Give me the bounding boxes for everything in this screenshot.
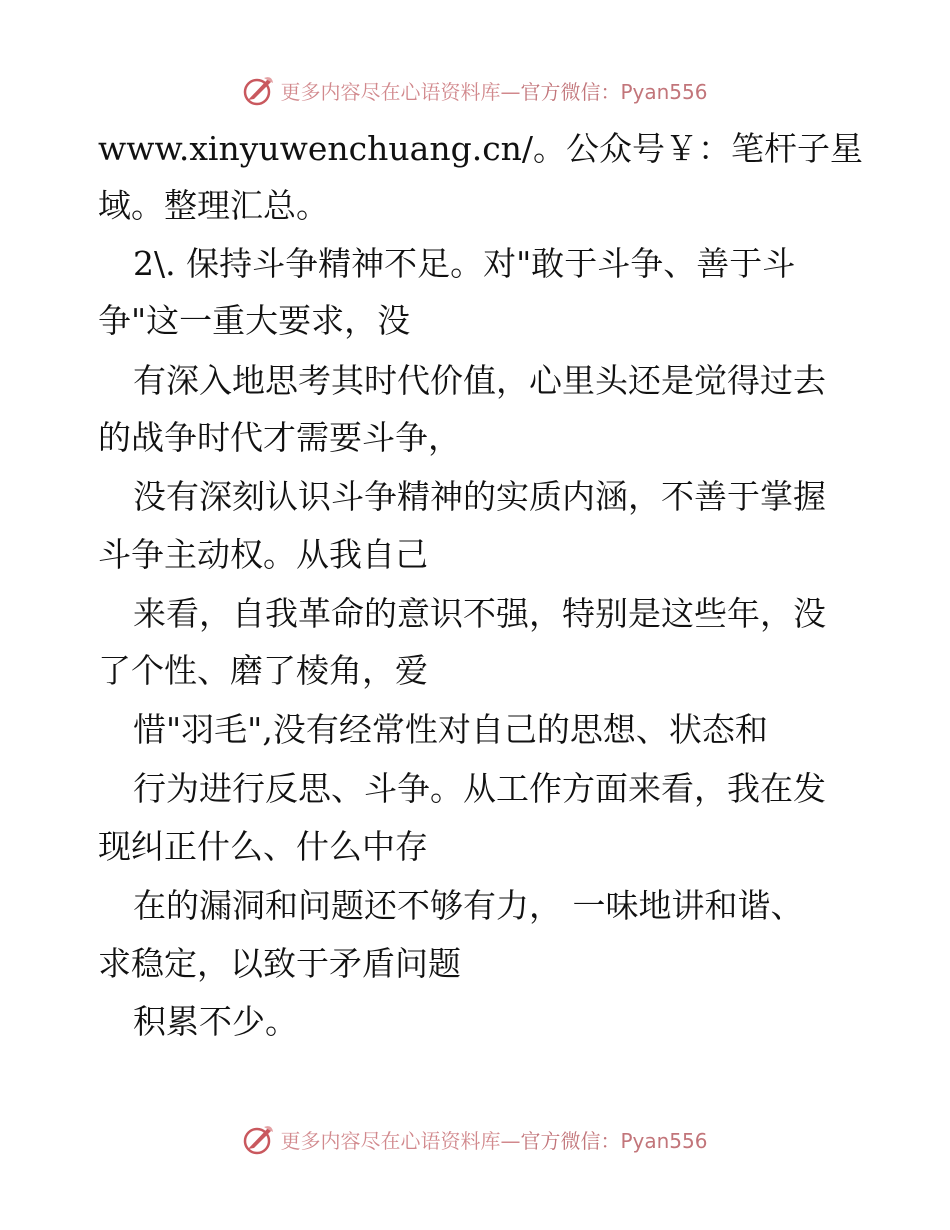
watermark-dash: —: [500, 79, 521, 104]
text-line: 行为进行反思、斗争。从工作方面来看，我在发: [133, 769, 826, 808]
watermark-contact-text: 官方微信：Pyan556: [520, 79, 708, 104]
text-line: 求稳定，以致于矛盾问题: [98, 944, 461, 983]
text-line: 斗争主动权。从我自己: [98, 535, 428, 574]
feather-pen-circle-icon: [242, 1122, 276, 1156]
watermark-main-text: 更多内容尽在心语资料库: [280, 1128, 501, 1153]
text-line: 有深入地思考其时代价值，心里头还是觉得过去: [133, 361, 826, 400]
text-line: 争"这一重大要求，没: [98, 301, 411, 340]
watermark-main-text: 更多内容尽在心语资料库: [280, 79, 501, 104]
footer-watermark: [0, 1119, 950, 1159]
watermark-dash: —: [500, 1128, 521, 1153]
text-line: 来看，自我革命的意识不强，特别是这些年，没: [133, 594, 826, 633]
text-line: 了个性、磨了棱角，爱: [98, 651, 428, 690]
text-line: 惜"羽毛",没有经常性对自己的思想、状态和: [133, 710, 768, 749]
header-watermark: [0, 70, 950, 110]
text-line: 的战争时代才需要斗争，: [98, 418, 461, 457]
text-line: 在的漏洞和问题还不够有力， 一味地讲和谐、: [133, 886, 804, 925]
text-line: 现纠正什么、什么中存: [98, 827, 428, 866]
text-line: 积累不少。: [133, 1002, 298, 1041]
text-line: 2\. 保持斗争精神不足。对"敢于斗争、善于斗: [133, 244, 796, 283]
text-line: 域。整理汇总。: [98, 186, 329, 225]
text-line: 没有深刻认识斗争精神的实质内涵，不善于掌握: [133, 477, 826, 516]
watermark-text: [280, 1125, 707, 1154]
watermark-text: [280, 76, 707, 105]
watermark-contact-text: 官方微信：Pyan556: [520, 1128, 708, 1153]
feather-pen-circle-icon: [242, 73, 276, 107]
text-line: www.xinyuwenchuang.cn/。公众号￥：笔杆子星: [98, 129, 864, 168]
